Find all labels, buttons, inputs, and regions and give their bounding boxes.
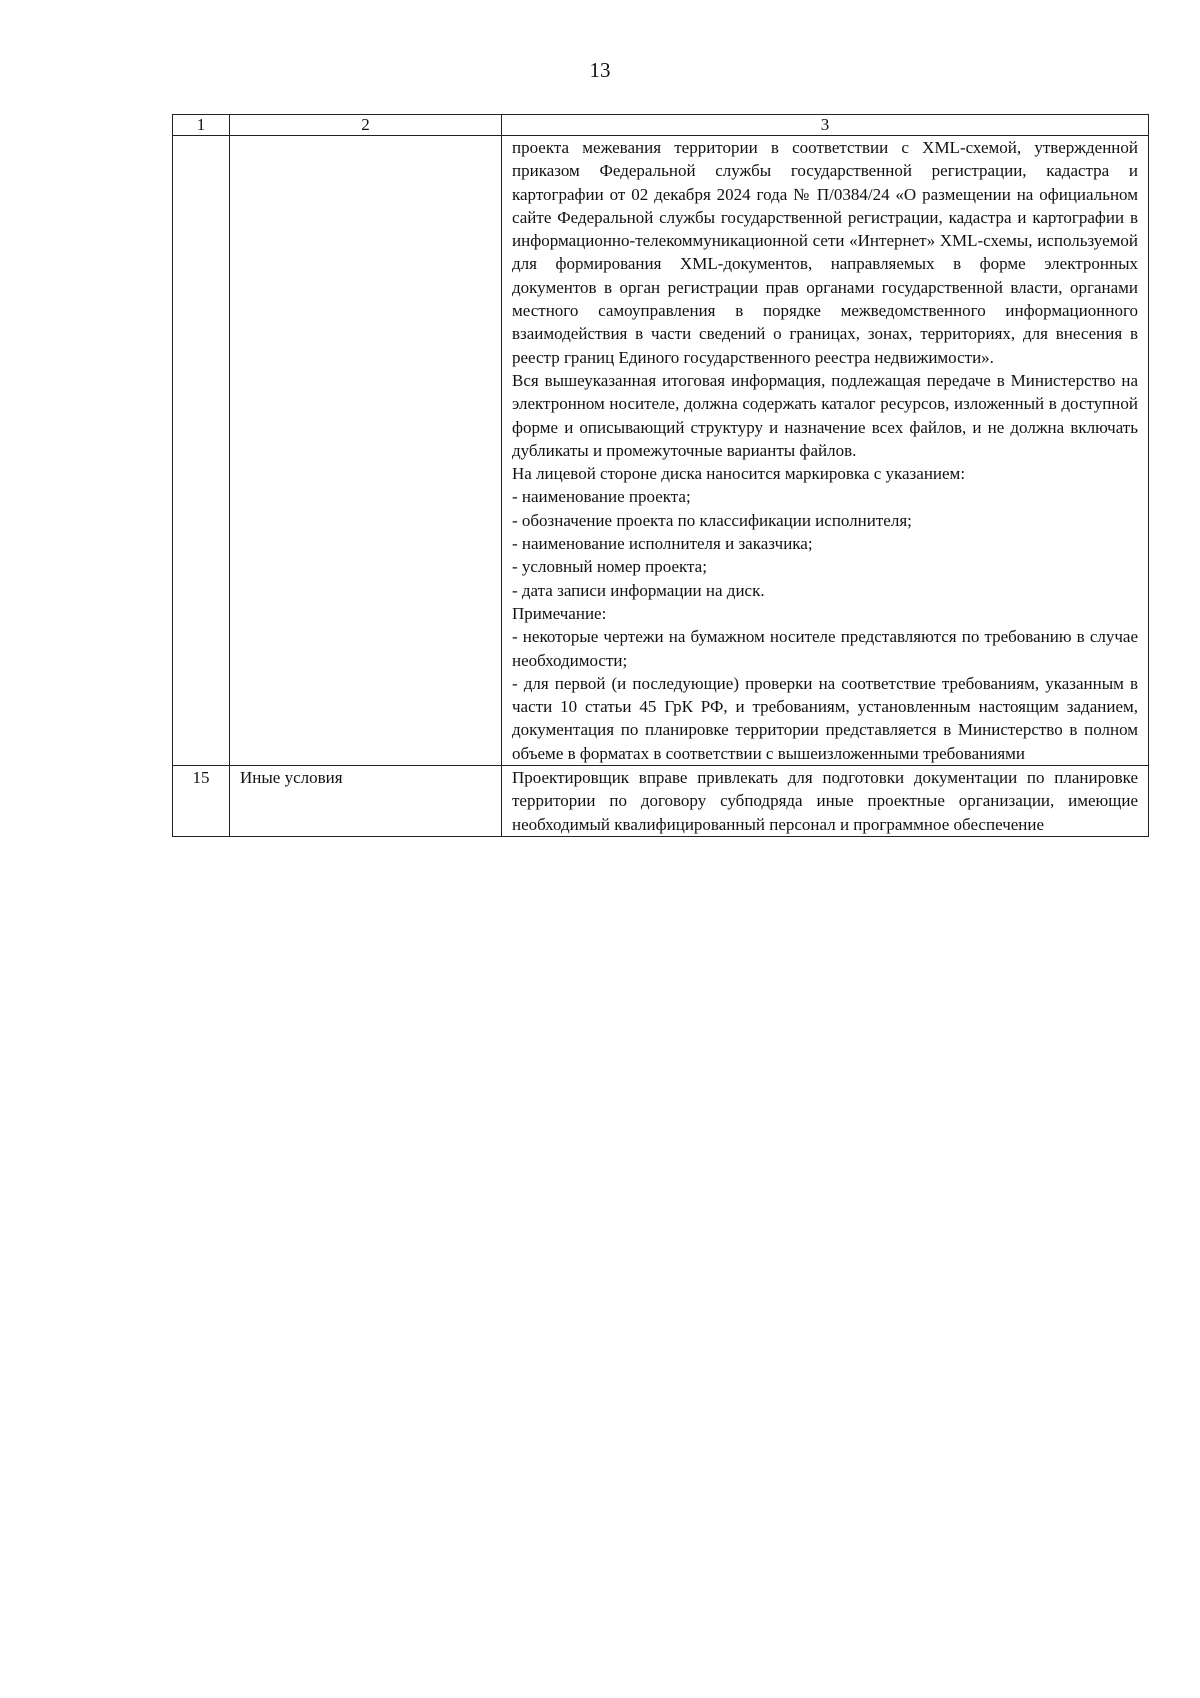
note-item: - для первой (и последующие) проверки на соответствие требованиям, указанным в части 10 статьи 45 ГрК РФ, и требованиям, установленным настоящим заданием, документация по планировке территории представляется в Министерство в полном объеме в форматах в соответствии с вышеизложенными требованиями [512, 673, 1138, 763]
page-number: 13 [589, 58, 611, 82]
row-number-cell: 15 [173, 766, 230, 837]
row-content-cell [502, 766, 1149, 837]
row-content-cell [502, 136, 1149, 766]
list-item: - условный номер проекта; [512, 557, 707, 577]
note-item: - некоторые чертежи на бумажном носителе представляются по требованию в случае необходимости; [512, 627, 1138, 670]
paragraph-subcontract: Проектировщик вправе привлекать для подготовки документации по планировке территории по договору субподряда иные проектные организации, имеющие необходимый квалифицированный персонал и программное обеспечение [512, 768, 1138, 834]
list-item: - наименование исполнителя и заказчика; [512, 534, 813, 554]
column-header-1: 1 [173, 115, 230, 136]
list-item: - обозначение проекта по классификации исполнителя; [512, 510, 912, 530]
table-header-row [173, 115, 1149, 136]
table-row-continued [173, 136, 1149, 766]
column-header-3: 3 [502, 115, 1149, 136]
table-row-15 [173, 766, 1149, 837]
row-name-cell: Иные условия [230, 766, 502, 837]
note-heading: Примечание: [512, 603, 607, 623]
row-number-cell [173, 136, 230, 766]
row-name-cell [230, 136, 502, 766]
list-item: - наименование проекта; [512, 487, 691, 507]
paragraph-disk-marking: На лицевой стороне диска наносится маркировка с указанием: [512, 464, 966, 484]
requirements-table [172, 114, 1149, 837]
paragraph-xml-schema: проекта межевания территории в соответствии с XML-схемой, утвержденной приказом Федеральной службы государственной регистрации, кадастра и картографии от 02 декабря 2024 года № П/0384/24 «О размещении на официальном сайте Федеральной службы государственной регистрации, кадастра и картографии в информационно-телекоммуникационной сети «Интернет» XML-схемы, используемой для формирования XML-документов, направляемых в форме электронных документов в орган регистрации прав органами государственной власти, органами местного самоуправления в порядке межведомственного информационного взаимодействия в части сведений о границах, зонах, территориях, для внесения в реестр границ Единого государственного реестра недвижимости». [512, 138, 1138, 367]
column-header-2: 2 [230, 115, 502, 136]
paragraph-final-info: Вся вышеуказанная итоговая информация, подлежащая передаче в Министерство на электронном носителе, должна содержать каталог ресурсов, изложенный в доступной форме и описывающий структуру и назначение всех файлов, и не должна включать дубликаты и промежуточные варианты файлов. [512, 370, 1138, 460]
list-item: - дата записи информации на диск. [512, 580, 765, 600]
